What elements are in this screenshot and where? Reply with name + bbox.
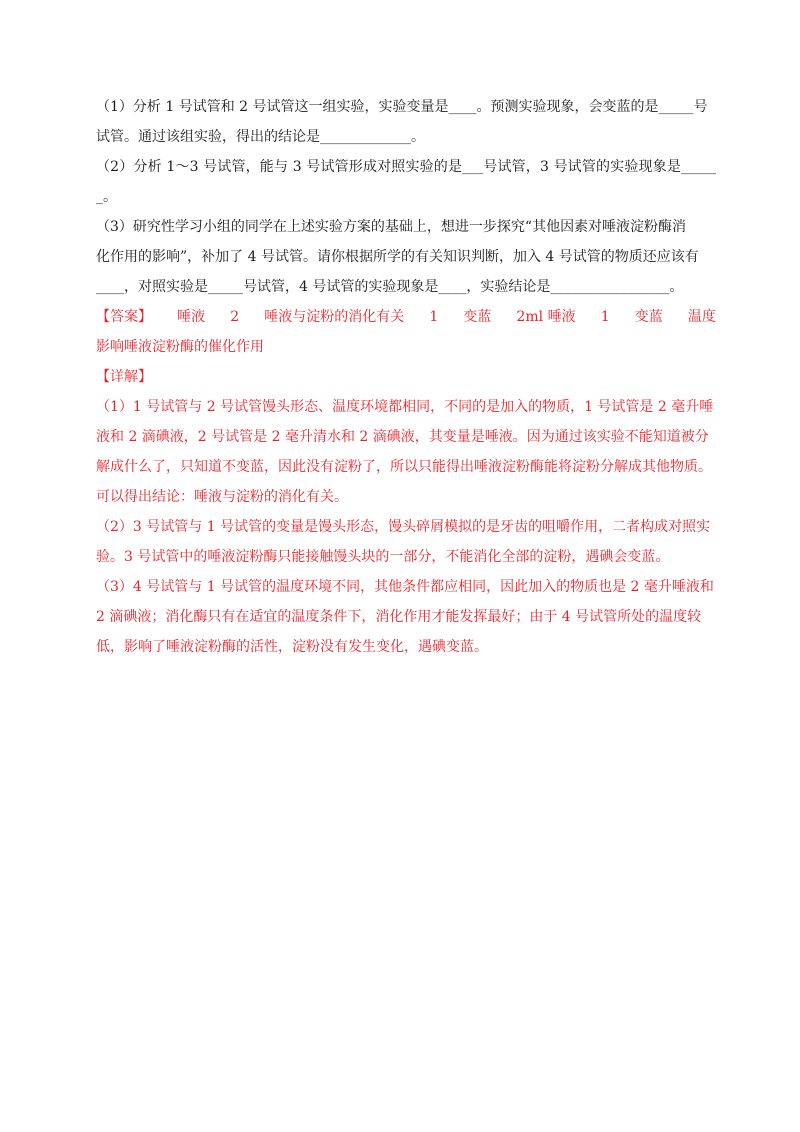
question-3-line-2: 化作用的影响”，补加了 4 号试管。请你根据所学的有关知识判断，加入 4 号试管的物质还应该有 xyxy=(96,249,699,265)
explanation-2-line: （2）3 号试管与 1 号试管的变量是馒头形态，馒头碎屑模拟的是牙齿的咀嚼作用，二者构成对照实 xyxy=(96,519,711,535)
explanation-3-line: 2 滴碘液；消化酶只有在适宜的温度条件下，消化作用才能发挥最好；由于 4 号试管所处的温度较 xyxy=(96,609,702,625)
document-page xyxy=(96,92,716,662)
answer-label: 【答案】 xyxy=(96,309,152,325)
question-3-line-3: ____，对照实验是_____号试管，4 号试管的实验现象是____，实验结论是_________________。 xyxy=(96,279,684,295)
answer-item: 唾液 xyxy=(177,309,206,325)
explanation-label: 【详解】 xyxy=(96,369,152,385)
answer-line xyxy=(96,302,716,332)
question-3-line-1: （3）研究性学习小组的同学在上述实验方案的基础上，想进一步探究“其他因素对唾液淀粉酶消 xyxy=(96,219,687,235)
explanation-3-line: （3）4 号试管与 1 号试管的温度环境不同，其他条件都应相同，因此加入的物质也是 2 毫升唾液和 xyxy=(96,579,714,595)
answer-item: 2ml 唾液 xyxy=(516,309,576,325)
question-1-line-2: 试管。通过该组实验，得出的结论是_____________。 xyxy=(96,129,425,145)
answer-item: 变蓝 xyxy=(463,309,492,325)
answer-item: 变蓝 xyxy=(634,309,663,325)
question-1-line-1: （1）分析 1 号试管和 2 号试管这一组实验，实验变量是____。预测实验现象，会变蓝的是_____号 xyxy=(96,99,708,115)
explanation-1-line: （1）1 号试管与 2 号试管馒头形态、温度环境都相同，不同的是加入的物质，1 号试管是 2 毫升唾 xyxy=(96,399,714,415)
question-2: （2）分析 1～3 号试管，能与 3 号试管形成对照实验的是___号试管，3 号试管的实验现象是______。 xyxy=(96,159,716,205)
answer-item: 温度 xyxy=(687,309,716,325)
answer-item: 2 xyxy=(230,309,240,325)
explanation-3-line: 低，影响了唾液淀粉酶的活性，淀粉没有发生变化，遇碘变蓝。 xyxy=(96,639,488,655)
explanation-2-line: 验。3 号试管中的唾液淀粉酶只能接触馒头块的一部分，不能消化全部的淀粉，遇碘会变蓝。 xyxy=(96,549,670,565)
answer-line-2: 影响唾液淀粉酶的催化作用 xyxy=(96,339,264,355)
answer-item: 1 xyxy=(600,309,610,325)
explanation-1-line: 解成什么了，只知道不变蓝，因此没有淀粉了，所以只能得出唾液淀粉酶能将淀粉分解成其他物质。 xyxy=(96,459,712,475)
answer-item: 唾液与淀粉的消化有关 xyxy=(264,309,405,325)
answer-item: 1 xyxy=(429,309,439,325)
explanation-1-line: 液和 2 滴碘液，2 号试管是 2 毫升清水和 2 滴碘液，其变量是唾液。因为通过该实验不能知道被分 xyxy=(96,429,709,445)
explanation-1-line: 可以得出结论：唾液与淀粉的消化有关。 xyxy=(96,489,348,505)
